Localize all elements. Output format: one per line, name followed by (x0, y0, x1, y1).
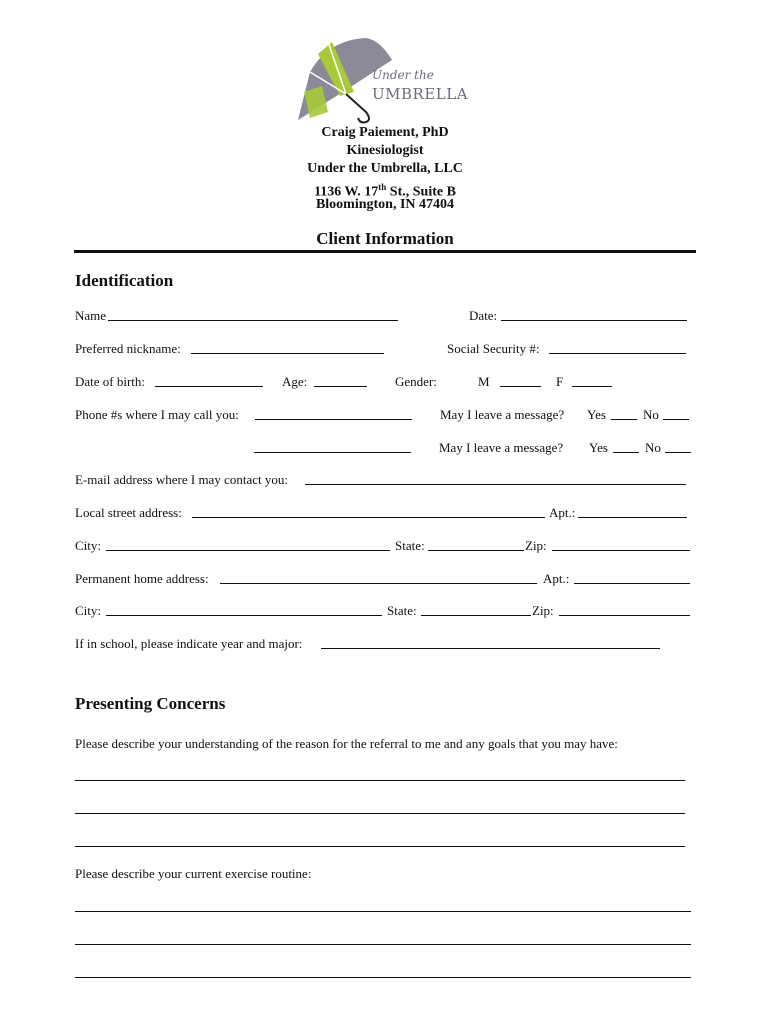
permanent-state-field[interactable] (421, 603, 531, 616)
exercise-line-2[interactable] (75, 944, 691, 945)
permanent-zip-field[interactable] (559, 603, 690, 616)
permanent-address-field[interactable] (220, 571, 537, 584)
gender-male-field[interactable] (500, 374, 541, 387)
phone-label: Phone #s where I may call you: (75, 407, 239, 422)
permanent-apt-field[interactable] (574, 571, 690, 584)
permanent-city-label: City: (75, 603, 102, 618)
gender-female-field[interactable] (572, 374, 612, 387)
logo-line1: Under the (372, 68, 434, 82)
identification-heading: Identification (75, 271, 174, 290)
city-state-zip: Bloomington, IN 47404 (315, 197, 455, 212)
yes-field-1[interactable] (611, 407, 637, 420)
gender-label: Gender: (395, 374, 437, 389)
date-label: Date: (469, 308, 498, 323)
email-field[interactable] (305, 472, 686, 485)
age-field[interactable] (314, 374, 367, 387)
no-label-1: No (643, 407, 659, 422)
no-field-2[interactable] (665, 440, 691, 453)
logo-line2: UMBRELLA (372, 85, 469, 103)
permanent-zip-label: Zip: (532, 603, 554, 618)
local-address-label: Local street address: (75, 505, 182, 520)
email-label: E-mail address where I may contact you: (75, 472, 288, 487)
message-label-1: May I leave a message? (440, 407, 565, 422)
local-state-label: State: (395, 538, 425, 553)
local-city-field[interactable] (106, 538, 390, 551)
local-zip-label: Zip: (525, 538, 547, 553)
local-state-field[interactable] (428, 538, 524, 551)
gender-female-label: F (556, 374, 564, 389)
local-address-field[interactable] (192, 505, 545, 518)
yes-label-1: Yes (587, 407, 606, 422)
date-field[interactable] (501, 308, 687, 321)
ssn-field[interactable] (549, 341, 686, 354)
local-zip-field[interactable] (552, 538, 690, 551)
permanent-state-label: State: (387, 603, 417, 618)
concerns-heading: Presenting Concerns (75, 694, 226, 713)
message-label-2: May I leave a message? (439, 440, 564, 455)
exercise-prompt: Please describe your current exercise routine: (75, 866, 312, 881)
dob-label: Date of birth: (75, 374, 146, 389)
gender-male-label: M (478, 374, 490, 389)
local-apt-label: Apt.: (549, 505, 576, 520)
referral-line-2[interactable] (75, 813, 685, 814)
school-field[interactable] (321, 636, 660, 649)
yes-field-2[interactable] (613, 440, 639, 453)
phone-field-1[interactable] (255, 407, 412, 420)
referral-line-3[interactable] (75, 846, 685, 847)
permanent-address-label: Permanent home address: (75, 571, 209, 586)
form-title: Client Information (316, 229, 454, 248)
permanent-apt-label: Apt.: (543, 571, 570, 586)
name-field[interactable] (108, 308, 398, 321)
company-name: Under the Umbrella, LLC (307, 161, 463, 176)
no-label-2: No (645, 440, 661, 455)
provider-name: Craig Paiement, PhD (321, 125, 449, 140)
local-apt-field[interactable] (578, 505, 687, 518)
school-label: If in school, please indicate year and major: (75, 636, 303, 651)
permanent-city-field[interactable] (106, 603, 382, 616)
provider-title: Kinesiologist (346, 143, 424, 158)
street-address-pre: 1136 W. 17 (314, 184, 379, 200)
phone-field-2[interactable] (254, 440, 411, 453)
title-rule (74, 250, 696, 253)
referral-line-1[interactable] (75, 780, 685, 781)
local-city-label: City: (75, 538, 102, 553)
nickname-label: Preferred nickname: (75, 341, 181, 356)
nickname-field[interactable] (191, 341, 384, 354)
name-label: Name (75, 308, 107, 323)
referral-prompt: Please describe your understanding of the reason for the referral to me and any goals that you may have: (75, 736, 618, 751)
exercise-line-3[interactable] (75, 977, 691, 978)
exercise-line-1[interactable] (75, 911, 691, 912)
ssn-label: Social Security #: (447, 341, 540, 356)
age-label: Age: (282, 374, 308, 389)
street-address-post: St., Suite B (386, 184, 456, 200)
dob-field[interactable] (155, 374, 263, 387)
no-field-1[interactable] (663, 407, 689, 420)
yes-label-2: Yes (589, 440, 608, 455)
street-address-sup: th (378, 182, 387, 192)
